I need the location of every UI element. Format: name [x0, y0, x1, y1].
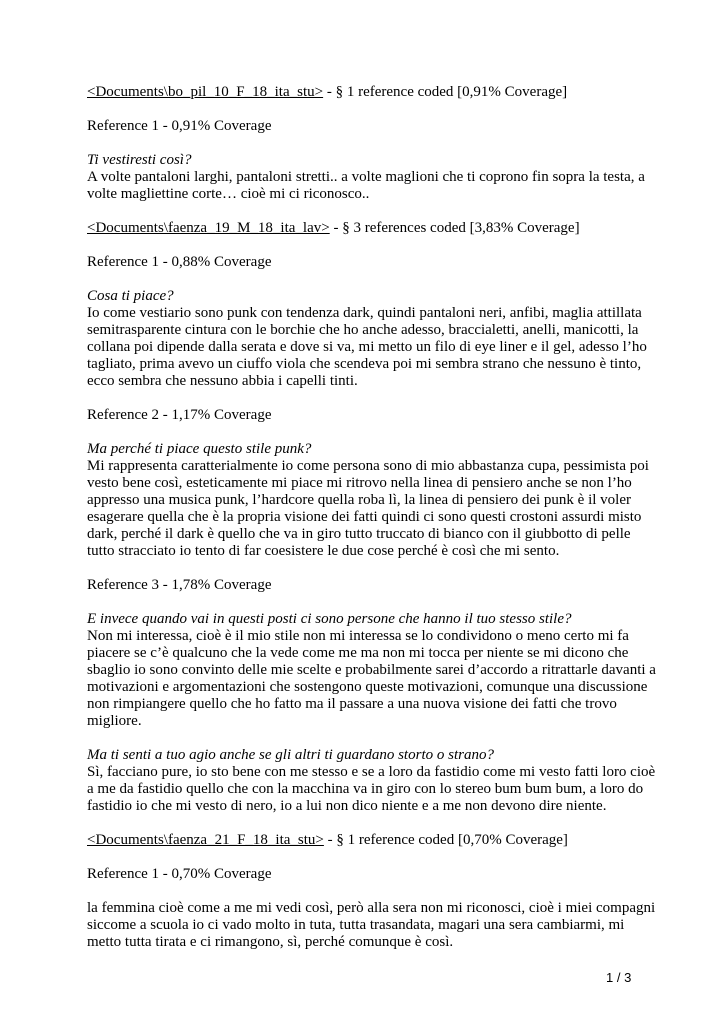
interview-answer: Io come vestiario sono punk con tendenza dark, quindi pantaloni neri, anfibi, maglia attillata semitrasparente cintura con le borchie che ho anche adesso, braccialetti, anelli, manicotti, la collana poi dipende dalla serata e dove si va, mi metto un filo di eye liner e il gel, adesso l’ho tagliato, prima avevo un ciuffo viola che scendeva poi mi sembra strano che nessuno è tinto, ecco sembra che nessuno abbia i capelli tinti.: [87, 305, 647, 389]
interview-excerpt: [87, 747, 657, 815]
document-link-3[interactable]: <Documents\faenza_21_F_18_ita_stu>: [87, 832, 324, 848]
reference-label: Reference 1 - 0,70% Coverage: [87, 866, 272, 882]
interview-answer: Sì, facciano pure, io sto bene con me stesso e se a loro da fastidio come mi vesto fatti loro cioè a me da fastidio quello che con la macchina va in giro con lo stereo bum bum bum, a loro do fastidio io che mi vesto di nero, io a lui non dico niente e a me non devono dire niente.: [87, 764, 656, 814]
interview-answer: Mi rappresenta caratterialmente io come persona sono di mio abbastanza cupa, pessimista poi vesto bene così, esteticamente mi piace mi ritrovo nella linea di pensiero anche se non l’ho appresso una musica punk, l’hardcore quella roba lì, la linea di pensiero dei punk è il voler esagerare quella che è la propria visione dei fatti quindi ci sono questi crostoni assurdi misto dark, perché il dark è quello che va in giro tutto truccato di bianco con il giubbotto di pelle tutto stracciato io tento di far coesistere le due cose perché è così che mi sento.: [87, 458, 649, 559]
interview-answer: la femmina cioè come a me mi vedi così, però alla sera non mi riconosci, cioè i miei compagni siccome a scuola io ci vado molto in tuta, tutta trasandata, magari una sera cambiarmi, mi metto tutta tirata e ci rimangono, sì, perché comunque è così.: [87, 900, 656, 950]
interview-question: Ma perché ti piace questo stile punk?: [87, 441, 312, 457]
page-number: 1 / 3: [606, 970, 632, 985]
interview-excerpt: [87, 152, 657, 203]
reference-label: Reference 1 - 0,91% Coverage: [87, 118, 272, 134]
document-link-2[interactable]: <Documents\faenza_19_M_18_ita_lav>: [87, 220, 330, 236]
document-body: [87, 84, 657, 968]
interview-excerpt: [87, 900, 657, 951]
document-link-1[interactable]: <Documents\bo_pil_10_F_18_ita_stu>: [87, 84, 324, 100]
interview-answer: Non mi interessa, cioè è il mio stile non mi interessa se lo condividono o meno certo mi fa piacere se c’è qualcuno che la vede come me ma non mi tocca per niente se mi dicono che sbaglio io sono convinto delle mie scelte e probabilmente sarei d’accordo a ritrattarle davanti a motivazioni e argomentazioni che sostengono queste motivazioni, comunque una discussione non rimpiangere quello che ho fatto ma il passare a una nuova visione dei fatti che trovo migliore.: [87, 628, 656, 729]
document-header-1: [87, 84, 657, 101]
interview-excerpt: [87, 611, 657, 730]
interview-answer: A volte pantaloni larghi, pantaloni stretti.. a volte maglioni che ti coprono fin sopra la testa, a volte magliettine corte… cioè mi ci riconosco..: [87, 169, 645, 202]
reference-label: Reference 3 - 1,78% Coverage: [87, 577, 272, 593]
document-header-3: [87, 832, 657, 849]
document-coding-summary-3: - § 1 reference coded [0,70% Coverage]: [323, 832, 568, 848]
interview-question: Ma ti senti a tuo agio anche se gli altri ti guardano storto o strano?: [87, 747, 494, 763]
document-coding-summary-1: - § 1 reference coded [0,91% Coverage]: [323, 84, 568, 100]
reference-label: Reference 1 - 0,88% Coverage: [87, 254, 272, 270]
interview-question: E invece quando vai in questi posti ci sono persone che hanno il tuo stesso stile?: [87, 611, 572, 627]
interview-excerpt: [87, 441, 657, 560]
interview-excerpt: [87, 288, 657, 390]
interview-question: Ti vestiresti così?: [87, 152, 192, 168]
reference-label: Reference 2 - 1,17% Coverage: [87, 407, 272, 423]
interview-question: Cosa ti piace?: [87, 288, 174, 304]
document-header-2: [87, 220, 657, 237]
document-coding-summary-2: - § 3 references coded [3,83% Coverage]: [329, 220, 580, 236]
